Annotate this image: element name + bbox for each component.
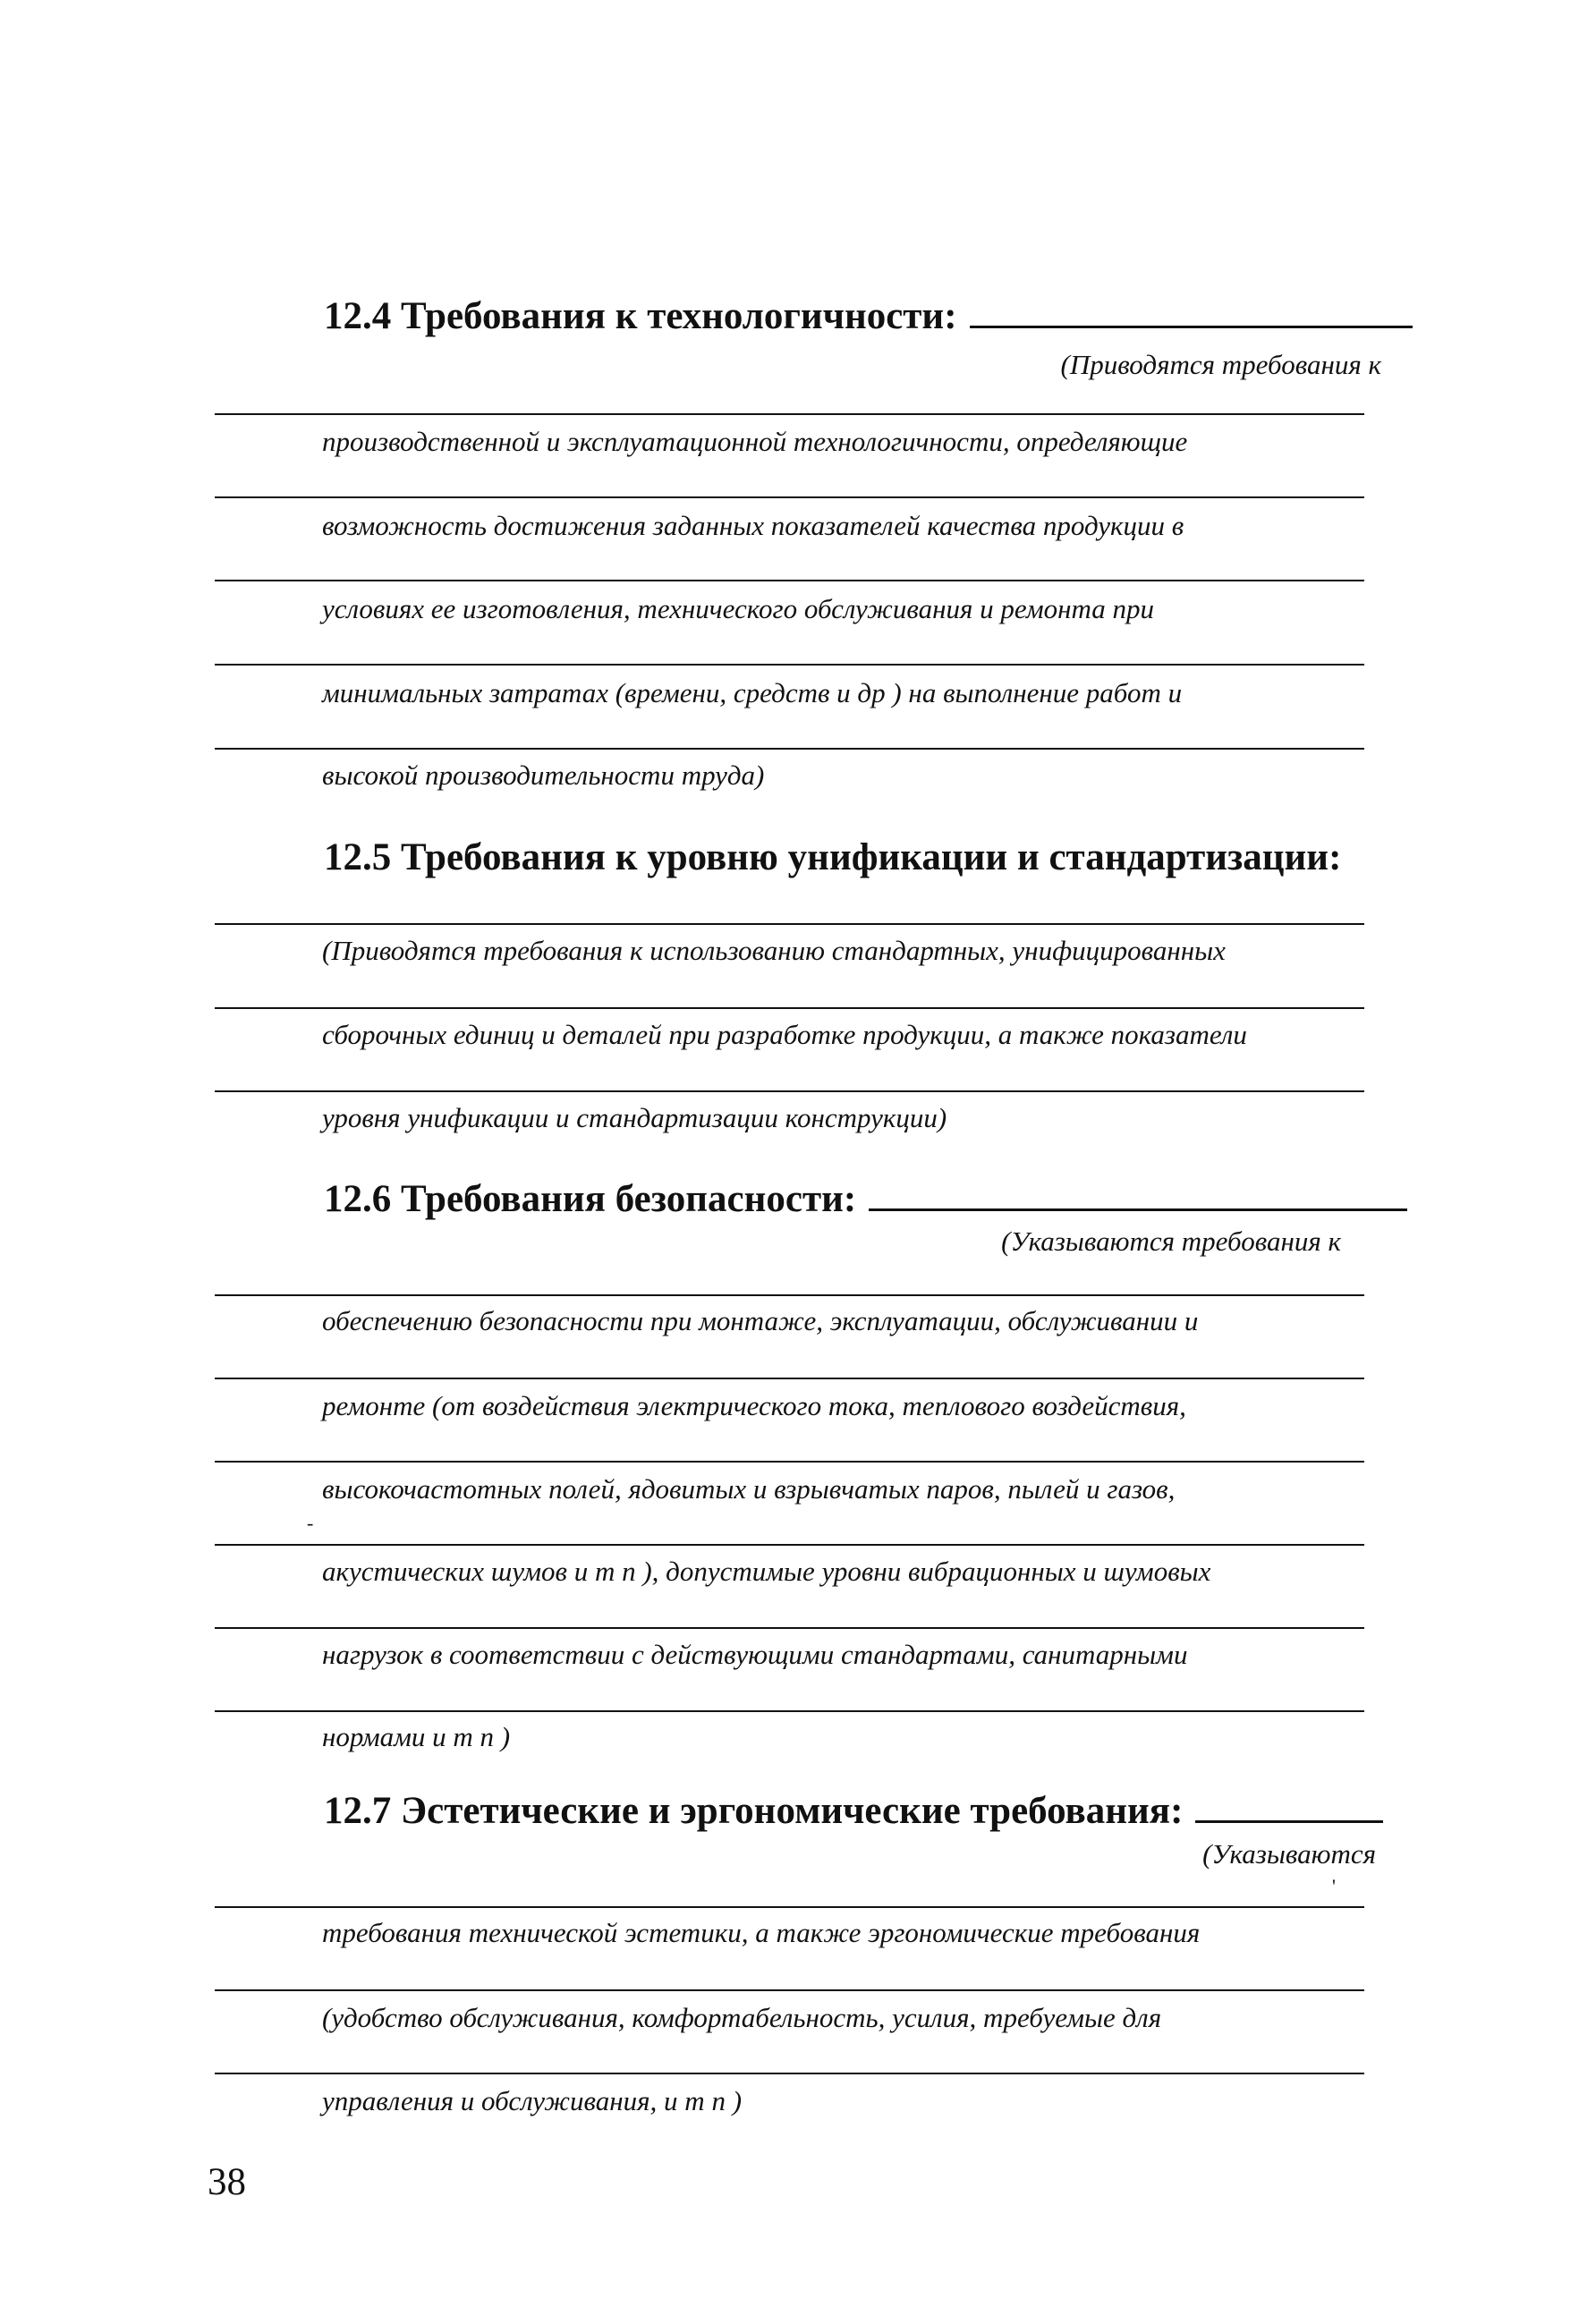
page-number: 38: [208, 2161, 246, 2203]
section-12-7-title: 12.7 Эстетические и эргономические требования:: [324, 1790, 1184, 1832]
section-12-4-rule: [215, 413, 1364, 415]
section-12-5-line: сборочных единиц и деталей при разработке продукции, а также показатели: [322, 1019, 1247, 1050]
section-12-6-rule: [215, 1294, 1364, 1296]
section-12-4-heading: [324, 297, 1413, 335]
section-12-6-intro: (Указываются требования к: [1001, 1225, 1341, 1257]
section-12-7-heading: [324, 1792, 1383, 1830]
section-12-7-rule: [215, 1989, 1364, 1991]
section-12-6-title: 12.6 Требования безопасности:: [324, 1178, 857, 1220]
section-12-4-intro: (Приводятся требования к: [1060, 349, 1381, 380]
section-12-6-heading: [324, 1180, 1407, 1218]
section-12-4-rule: [215, 748, 1364, 750]
section-12-6-rule: [215, 1544, 1364, 1546]
section-12-6-line: нагрузок в соответствии с действующими стандартами, санитарными: [322, 1639, 1188, 1670]
section-12-6-line: обеспечению безопасности при монтаже, эксплуатации, обслуживании и: [322, 1305, 1199, 1336]
section-12-5-title: 12.5 Требования к уровню унификации и стандартизации:: [324, 836, 1342, 878]
section-12-5-rule: [215, 923, 1364, 925]
section-12-5-rule: [215, 1007, 1364, 1009]
section-12-5-heading: [324, 838, 1341, 877]
section-12-4-line: минимальных затратах (времени, средств и др ) на выполнение работ и: [322, 677, 1183, 708]
section-12-5-line: (Приводятся требования к использованию стандартных, унифицированных: [322, 935, 1226, 966]
section-12-5-rule: [215, 1090, 1364, 1092]
section-12-4-rule: [215, 496, 1364, 498]
section-12-7-title-fill-line: [1195, 1819, 1383, 1823]
section-12-4-rule: [215, 664, 1364, 666]
section-12-6-line: нормами и т п ): [322, 1721, 511, 1752]
scan-dash-mark: -: [307, 1512, 314, 1534]
section-12-7-line: управления и обслуживания, и т п ): [322, 2085, 743, 2116]
section-12-6-line: высокочастотных полей, ядовитых и взрывчатых паров, пылей и газов,: [322, 1473, 1176, 1505]
section-12-6-rule: [215, 1461, 1364, 1463]
section-12-7-intro: (Указываются: [1202, 1838, 1376, 1870]
section-12-4-title-fill-line: [970, 325, 1413, 328]
section-12-4-line: высокой производительности труда): [322, 759, 765, 791]
section-12-4-title: 12.4 Требования к технологичности:: [324, 295, 957, 337]
scan-tick-mark: ': [1332, 1875, 1336, 1897]
section-12-6-line: ремонте (от воздействия электрического тока, теплового воздействия,: [322, 1390, 1186, 1421]
section-12-4-rule: [215, 580, 1364, 581]
section-12-5-line: уровня унификации и стандартизации конструкции): [322, 1102, 947, 1133]
section-12-4-line: производственной и эксплуатационной технологичности, определяющие: [322, 426, 1188, 457]
section-12-7-rule: [215, 2073, 1364, 2074]
section-12-6-title-fill-line: [869, 1208, 1407, 1211]
section-12-7-rule: [215, 1906, 1364, 1908]
section-12-6-rule: [215, 1378, 1364, 1379]
section-12-4-line: условиях ее изготовления, технического обслуживания и ремонта при: [322, 593, 1155, 624]
section-12-6-rule: [215, 1627, 1364, 1629]
section-12-7-line: требования технической эстетики, а также эргономические требования: [322, 1917, 1201, 1948]
section-12-4-line: возможность достижения заданных показателей качества продукции в: [322, 510, 1184, 541]
section-12-7-line: (удобство обслуживания, комфортабельность, усилия, требуемые для: [322, 2002, 1162, 2033]
section-12-6-line: акустических шумов и т п ), допустимые уровни вибрационных и шумовых: [322, 1556, 1211, 1587]
section-12-6-rule: [215, 1710, 1364, 1712]
